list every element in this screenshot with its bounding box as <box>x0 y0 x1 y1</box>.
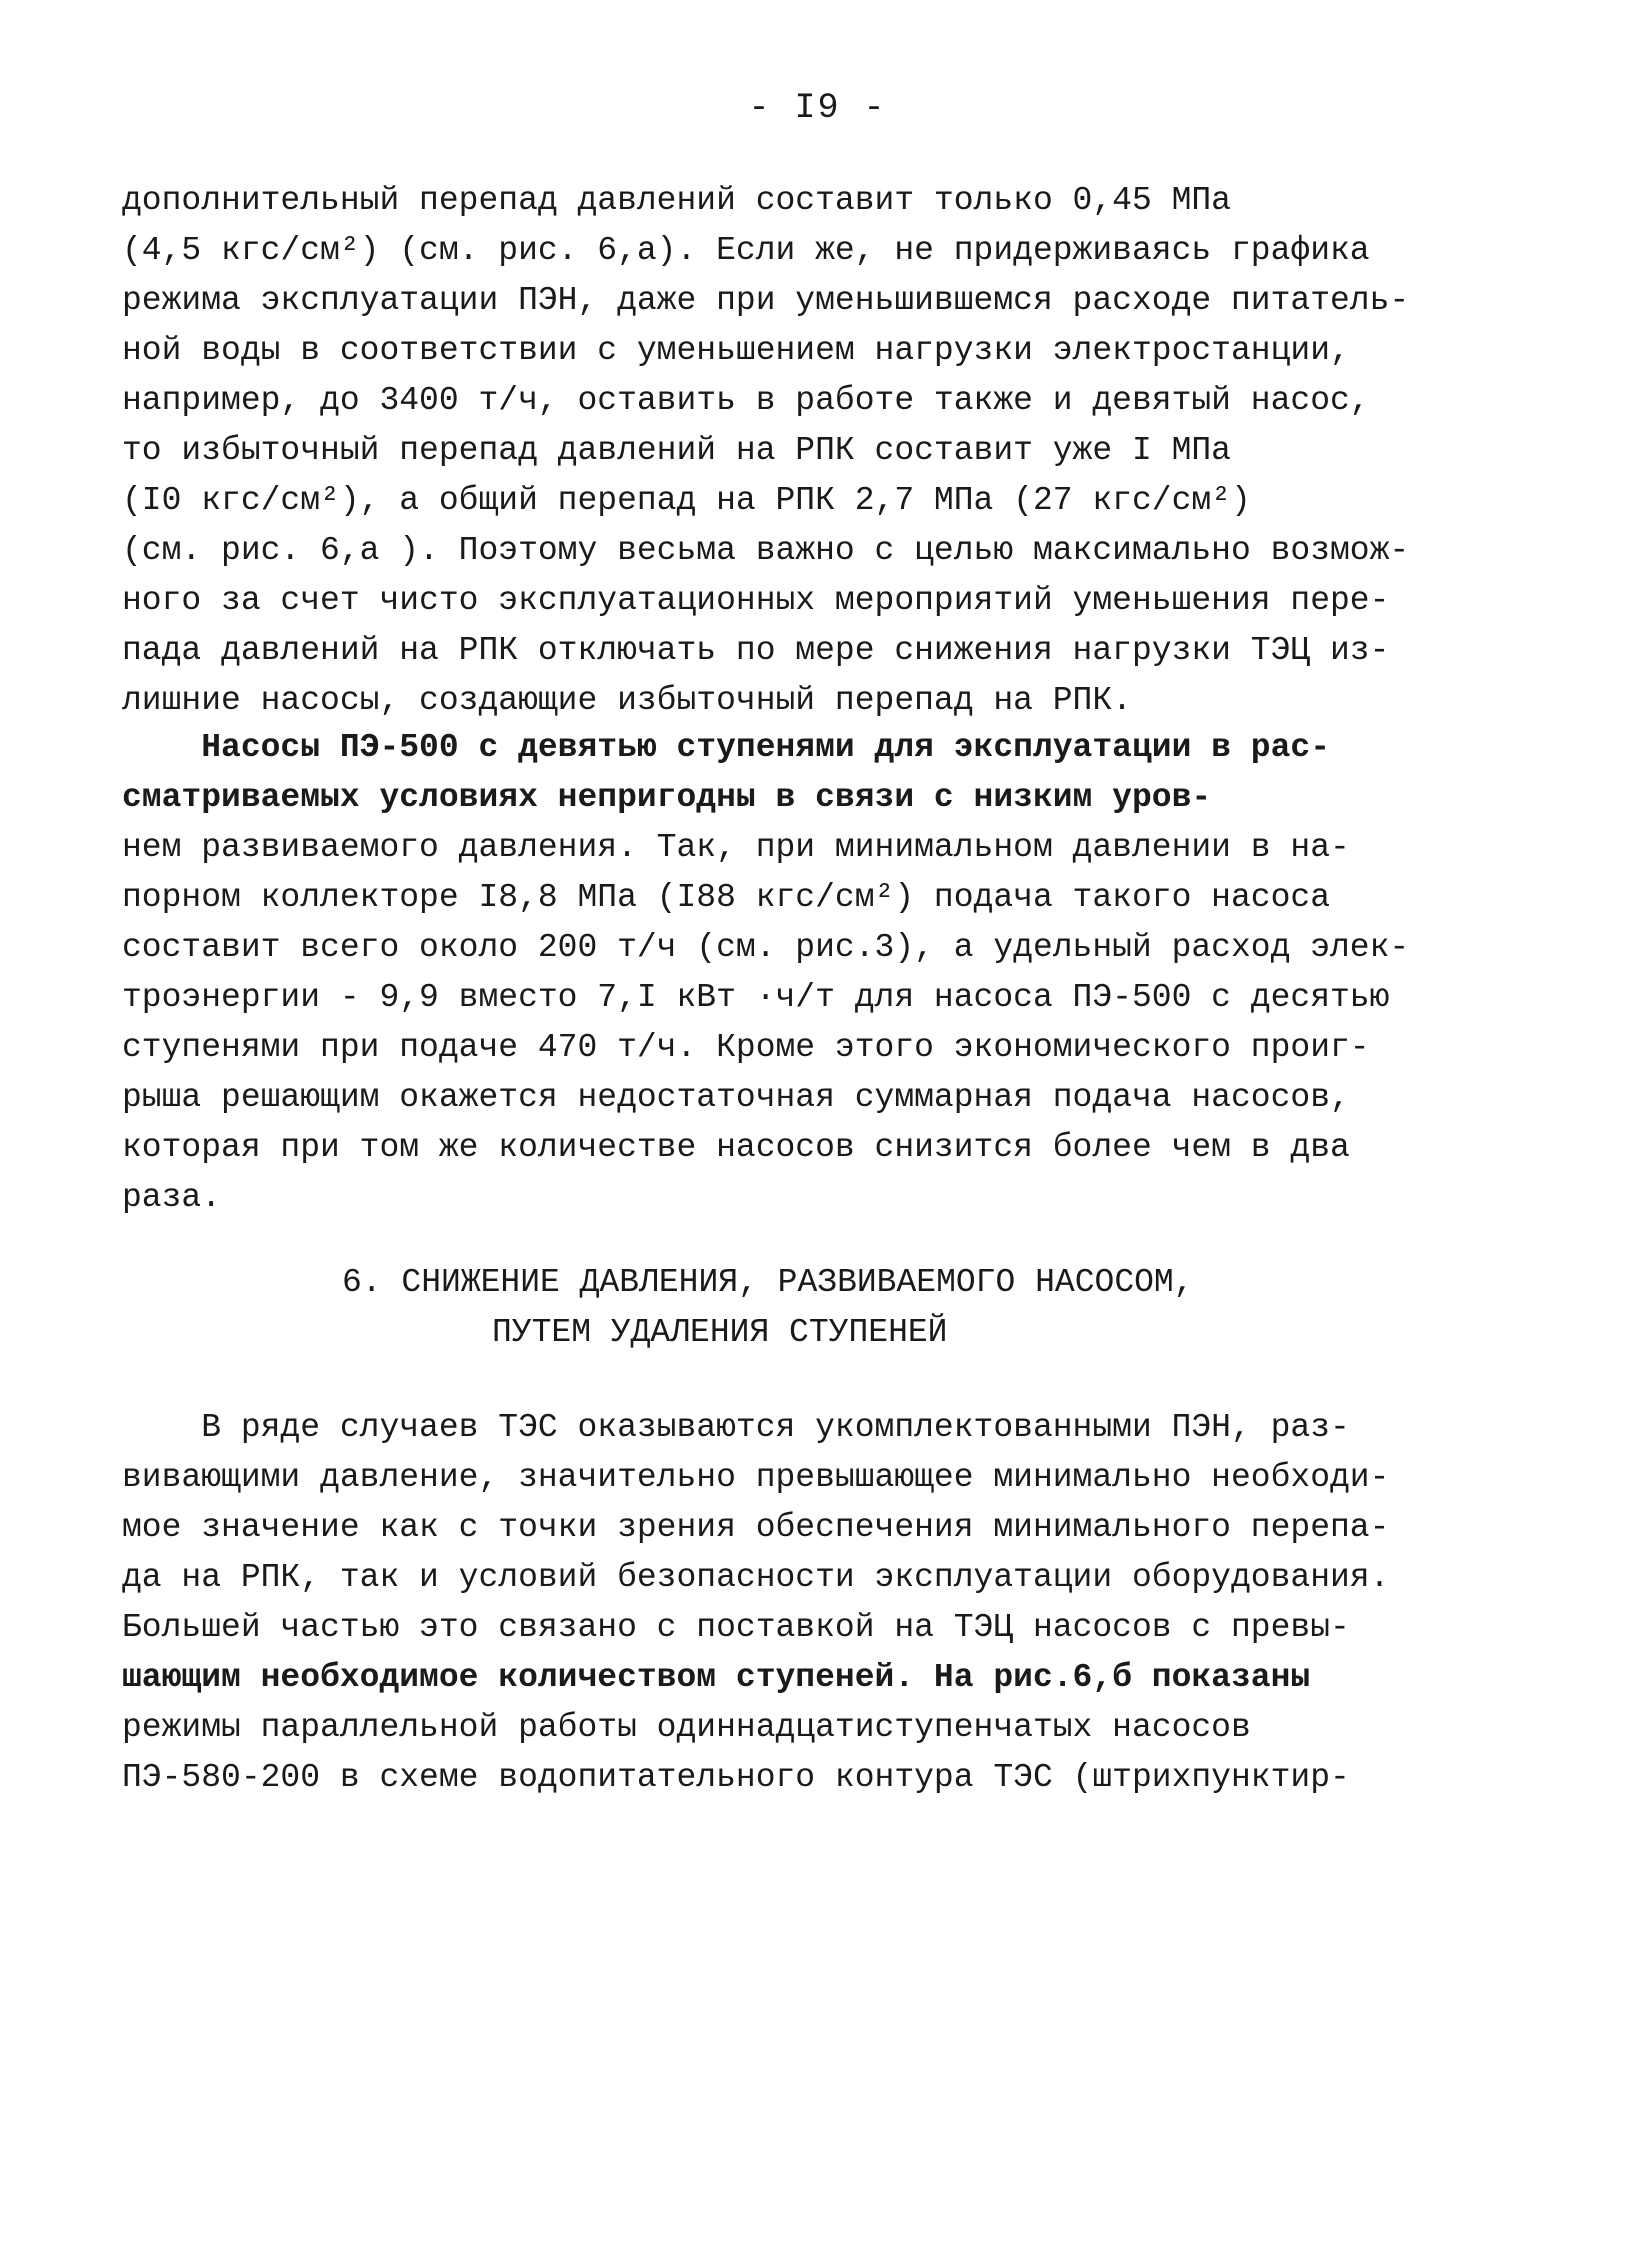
page-number: - I9 - <box>748 88 887 128</box>
text-line: которая при том же количестве насосов снизится более чем в два <box>122 1129 1350 1166</box>
paragraph-1 <box>122 176 1422 726</box>
text-line: ного за счет чисто эксплуатационных мероприятий уменьшения пере- <box>122 582 1390 619</box>
text-line: режимы параллельной работы одиннадцатиступенчатых насосов <box>122 1709 1251 1746</box>
text-line: мое значение как с точки зрения обеспечения минимального перепа- <box>122 1509 1390 1546</box>
text-line: ступенями при подаче 470 т/ч. Кроме этого экономического проиг- <box>122 1029 1370 1066</box>
text-line: нем развиваемого давления. Так, при минимальном давлении в на- <box>122 829 1350 866</box>
text-line: ПЭ-580-200 в схеме водопитательного контура ТЭС (штрихпунктир- <box>122 1759 1350 1796</box>
text-line: рыша решающим окажется недостаточная суммарная подача насосов, <box>122 1079 1350 1116</box>
heading-line: ПУТЕМ УДАЛЕНИЯ СТУПЕНЕЙ <box>492 1314 948 1351</box>
section-heading <box>122 1258 1422 1358</box>
text-line: пада давлений на РПК отключать по мере снижения нагрузки ТЭЦ из- <box>122 632 1390 669</box>
text-line: Насосы ПЭ-500 с девятью ступенями для эксплуатации в рас- <box>122 729 1330 766</box>
text-line: лишние насосы, создающие избыточный перепад на РПК. <box>122 682 1132 719</box>
text-line: Большей частью это связано с поставкой на ТЭЦ насосов с превы- <box>122 1609 1350 1646</box>
text-line: (I0 кгс/см²), а общий перепад на РПК 2,7 МПа (27 кгс/см²) <box>122 482 1251 519</box>
paragraph-3 <box>122 1403 1422 1803</box>
text-line: (4,5 кгс/см²) (см. рис. 6,а). Если же, не придерживаясь графика <box>122 232 1370 269</box>
text-line: режима эксплуатации ПЭН, даже при уменьшившемся расходе питатель- <box>122 282 1410 319</box>
text-line: составит всего около 200 т/ч (см. рис.3), а удельный расход элек- <box>122 929 1410 966</box>
text-line: сматриваемых условиях непригодны в связи с низким уров- <box>122 779 1212 816</box>
text-line: раза. <box>122 1179 222 1216</box>
paragraph-2 <box>122 723 1422 1223</box>
text-line: вивающими давление, значительно превышающее минимально необходи- <box>122 1459 1390 1496</box>
text-line: порном коллекторе I8,8 МПа (I88 кгс/см²) подача такого насоса <box>122 879 1330 916</box>
text-line: (см. рис. 6,а ). Поэтому весьма важно с целью максимально возмож- <box>122 532 1410 569</box>
text-line: дополнительный перепад давлений составит только 0,45 МПа <box>122 182 1231 219</box>
text-line: шающим необходимое количеством ступеней. На рис.6,б показаны <box>122 1659 1311 1696</box>
heading-line: 6. СНИЖЕНИЕ ДАВЛЕНИЯ, РАЗВИВАЕМОГО НАСОСОМ, <box>342 1264 1194 1301</box>
text-line: ной воды в соответствии с уменьшением нагрузки электростанции, <box>122 332 1350 369</box>
text-line: троэнергии - 9,9 вместо 7,I кВт ·ч/т для насоса ПЭ-500 с десятью <box>122 979 1390 1016</box>
text-line: например, до 3400 т/ч, оставить в работе также и девятый насос, <box>122 382 1370 419</box>
text-line: то избыточный перепад давлений на РПК составит уже I МПа <box>122 432 1231 469</box>
text-line: да на РПК, так и условий безопасности эксплуатации оборудования. <box>122 1559 1390 1596</box>
text-line: В ряде случаев ТЭС оказываются укомплектованными ПЭН, раз- <box>122 1409 1350 1446</box>
